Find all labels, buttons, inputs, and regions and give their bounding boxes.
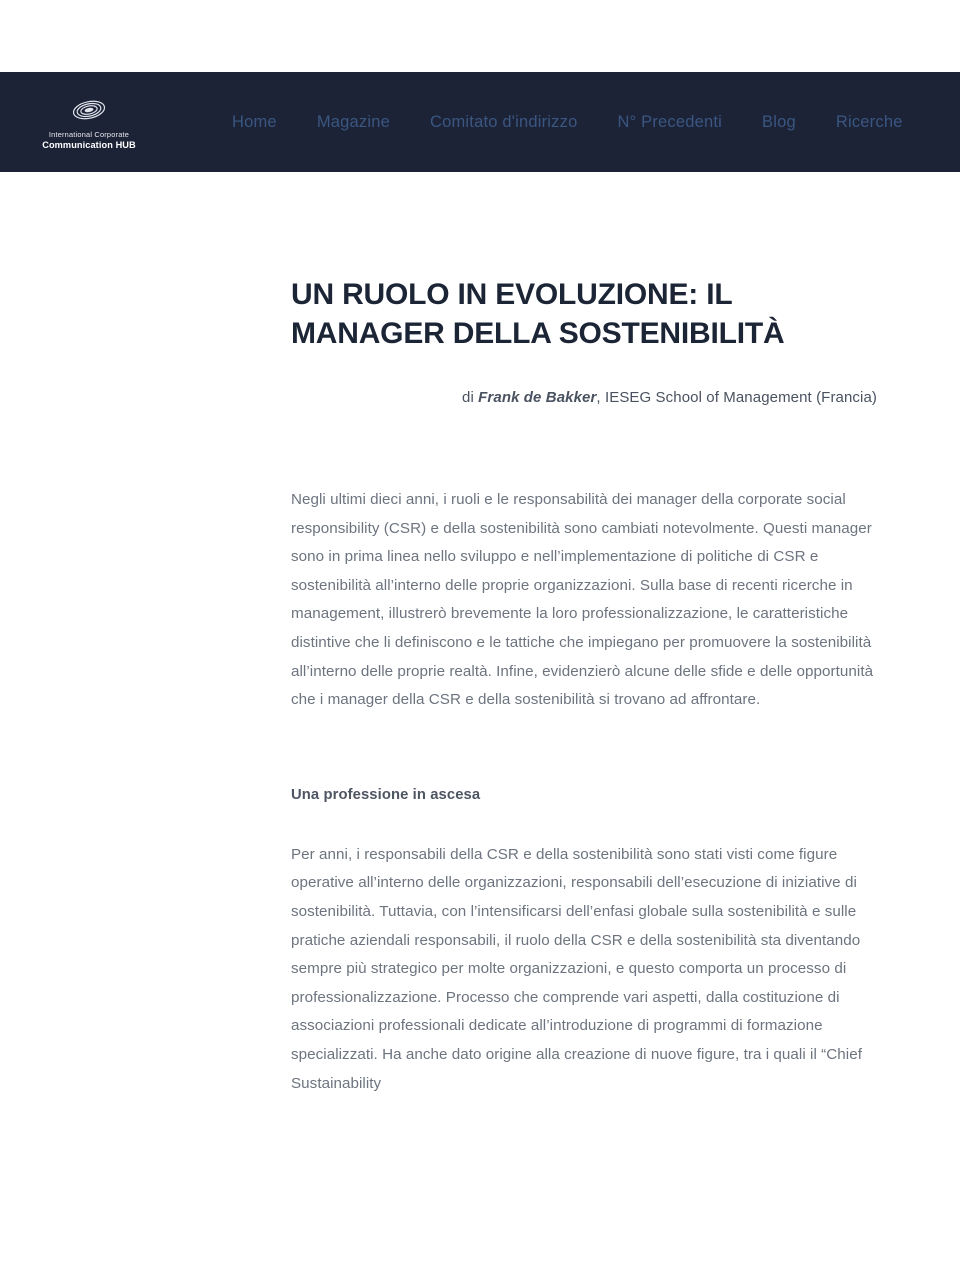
nav-item-comitato[interactable]: Comitato d'indirizzo [429,112,578,131]
article-paragraph-2: Per anni, i responsabili della CSR e della sostenibilità sono stati visti come figure operative all’interno delle organizzazioni, responsabili dell’esecuzione di iniziative di sostenibilità. Tuttavia, con l’intensificarsi dell’enfasi globale sulla sostenibilità e sulle pratiche aziendali responsabili, il ruolo della CSR e della sostenibilità sta diventando sempre più strategico per molte organizzazioni, e questo comporta un processo di professionalizzazione. Processo che comprende vari aspetti, dalla costituzione di associazioni professionali dedicate all’introduzione di programmi di formazione specializzati. Ha anche dato origine alla creazione di nuove figure, tra i quali il “Chief Sustainability [291,845,862,1092]
byline-author: Frank de Bakker [478,389,597,406]
article-byline [291,389,885,406]
site-header [0,72,960,172]
main-navigation [232,113,903,132]
nav-item-ricerche[interactable]: Ricerche [835,112,903,131]
logo-line-1: International Corporate [48,130,130,140]
article-section-heading-1: Una professione in ascesa [291,786,481,803]
nav-item-magazine[interactable]: Magazine [316,112,390,131]
concentric-ellipse-swirl-icon [71,93,107,127]
top-white-strip [0,0,960,72]
article-title: UN RUOLO IN EVOLUZIONE: IL MANAGER DELLA SOSTENIBILITÀ [291,278,785,350]
byline-suffix: , IESEG School of Management (Francia) [596,389,877,406]
nav-item-precedenti[interactable]: N° Precedenti [617,112,723,131]
site-logo[interactable] [34,93,144,150]
logo-wordmark [42,131,136,150]
nav-item-blog[interactable]: Blog [762,112,796,131]
logo-line-2: Communication HUB [42,139,136,150]
nav-item-home[interactable]: Home [232,112,277,131]
byline-prefix: di [462,389,479,406]
article-paragraph-1: Negli ultimi dieci anni, i ruoli e le responsabilità dei manager della corporate social responsibility (CSR) e della sostenibilità sono cambiati notevolmente. Questi manager sono in prima linea nello sviluppo e nell’implementazione di politiche di CSR e sostenibilità all’interno delle proprie organizzazioni. Sulla base di recenti ricerche in management, illustrerò brevemente la loro professionalizzazione, le caratteristiche distintive che li definiscono e le tattiche che impiegano per promuovere la sostenibilità all’interno delle proprie realtà. Infine, evidenzierò alcune delle sfide e delle opportunità che i manager della CSR e della sostenibilità si trovano ad affrontare. [291,491,874,709]
article-container [0,275,960,1098]
